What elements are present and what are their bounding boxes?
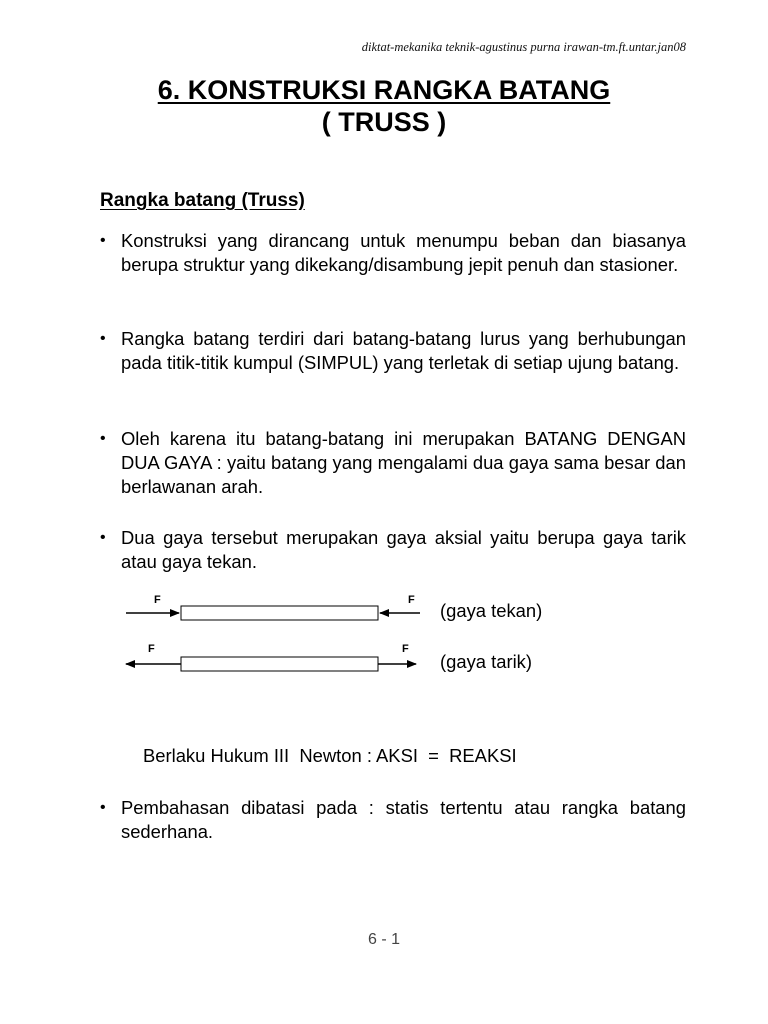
tension-bar (181, 657, 378, 671)
tension-member (126, 643, 416, 671)
bullet-item (100, 796, 686, 844)
tension-label: (gaya tarik) (440, 651, 532, 672)
bullet-text: Oleh karena itu batang-batang ini merupakan BATANG DENGAN DUA GAYA : yaitu batang yang mengalami dua gaya sama besar dan berlawanan arah. (121, 428, 686, 497)
force-label: F (408, 594, 415, 606)
bullet-item (100, 327, 686, 375)
bullet-item (100, 526, 686, 574)
force-label: F (154, 594, 161, 606)
compression-member (126, 594, 420, 620)
axial-force-diagram (120, 588, 420, 688)
bullet-dot-icon: • (100, 529, 106, 546)
bullet-text: Pembahasan dibatasi pada : statis tertentu atau rangka batang sederhana. (121, 797, 686, 842)
bullet-dot-icon: • (100, 799, 106, 816)
bullet-item (100, 427, 686, 499)
bullet-text: Rangka batang terdiri dari batang-batang lurus yang berhubungan pada titik-titik kumpul (SIMPUL) yang terletak di setiap ujung batang. (121, 328, 686, 373)
page-number: 6 - 1 (367, 931, 400, 948)
header-note: diktat-mekanika teknik-agustinus purna irawan-tm.ft.untar.jan08 (361, 40, 686, 54)
bullet-text: Konstruksi yang dirancang untuk menumpu beban dan biasanya berupa struktur yang dikekang/disambung jepit penuh dan stasioner. (121, 230, 686, 275)
force-label: F (148, 643, 155, 655)
chapter-title-line1: 6. KONSTRUKSI RANGKA BATANG (157, 75, 611, 105)
compression-label: (gaya tekan) (440, 600, 543, 621)
bullet-dot-icon: • (100, 330, 106, 347)
bullet-dot-icon: • (100, 430, 106, 447)
force-label: F (402, 643, 409, 655)
chapter-title (0, 74, 768, 138)
compression-bar (181, 606, 378, 620)
chapter-title-line2: ( TRUSS ) (321, 107, 447, 137)
bullet-item (100, 229, 686, 277)
newton-third-law: Berlaku Hukum III Newton : AKSI = REAKSI (143, 745, 517, 766)
bullet-text: Dua gaya tersebut merupakan gaya aksial yaitu berupa gaya tarik atau gaya tekan. (121, 527, 686, 572)
section-heading: Rangka batang (Truss) (100, 190, 305, 211)
bullet-dot-icon: • (100, 232, 106, 249)
